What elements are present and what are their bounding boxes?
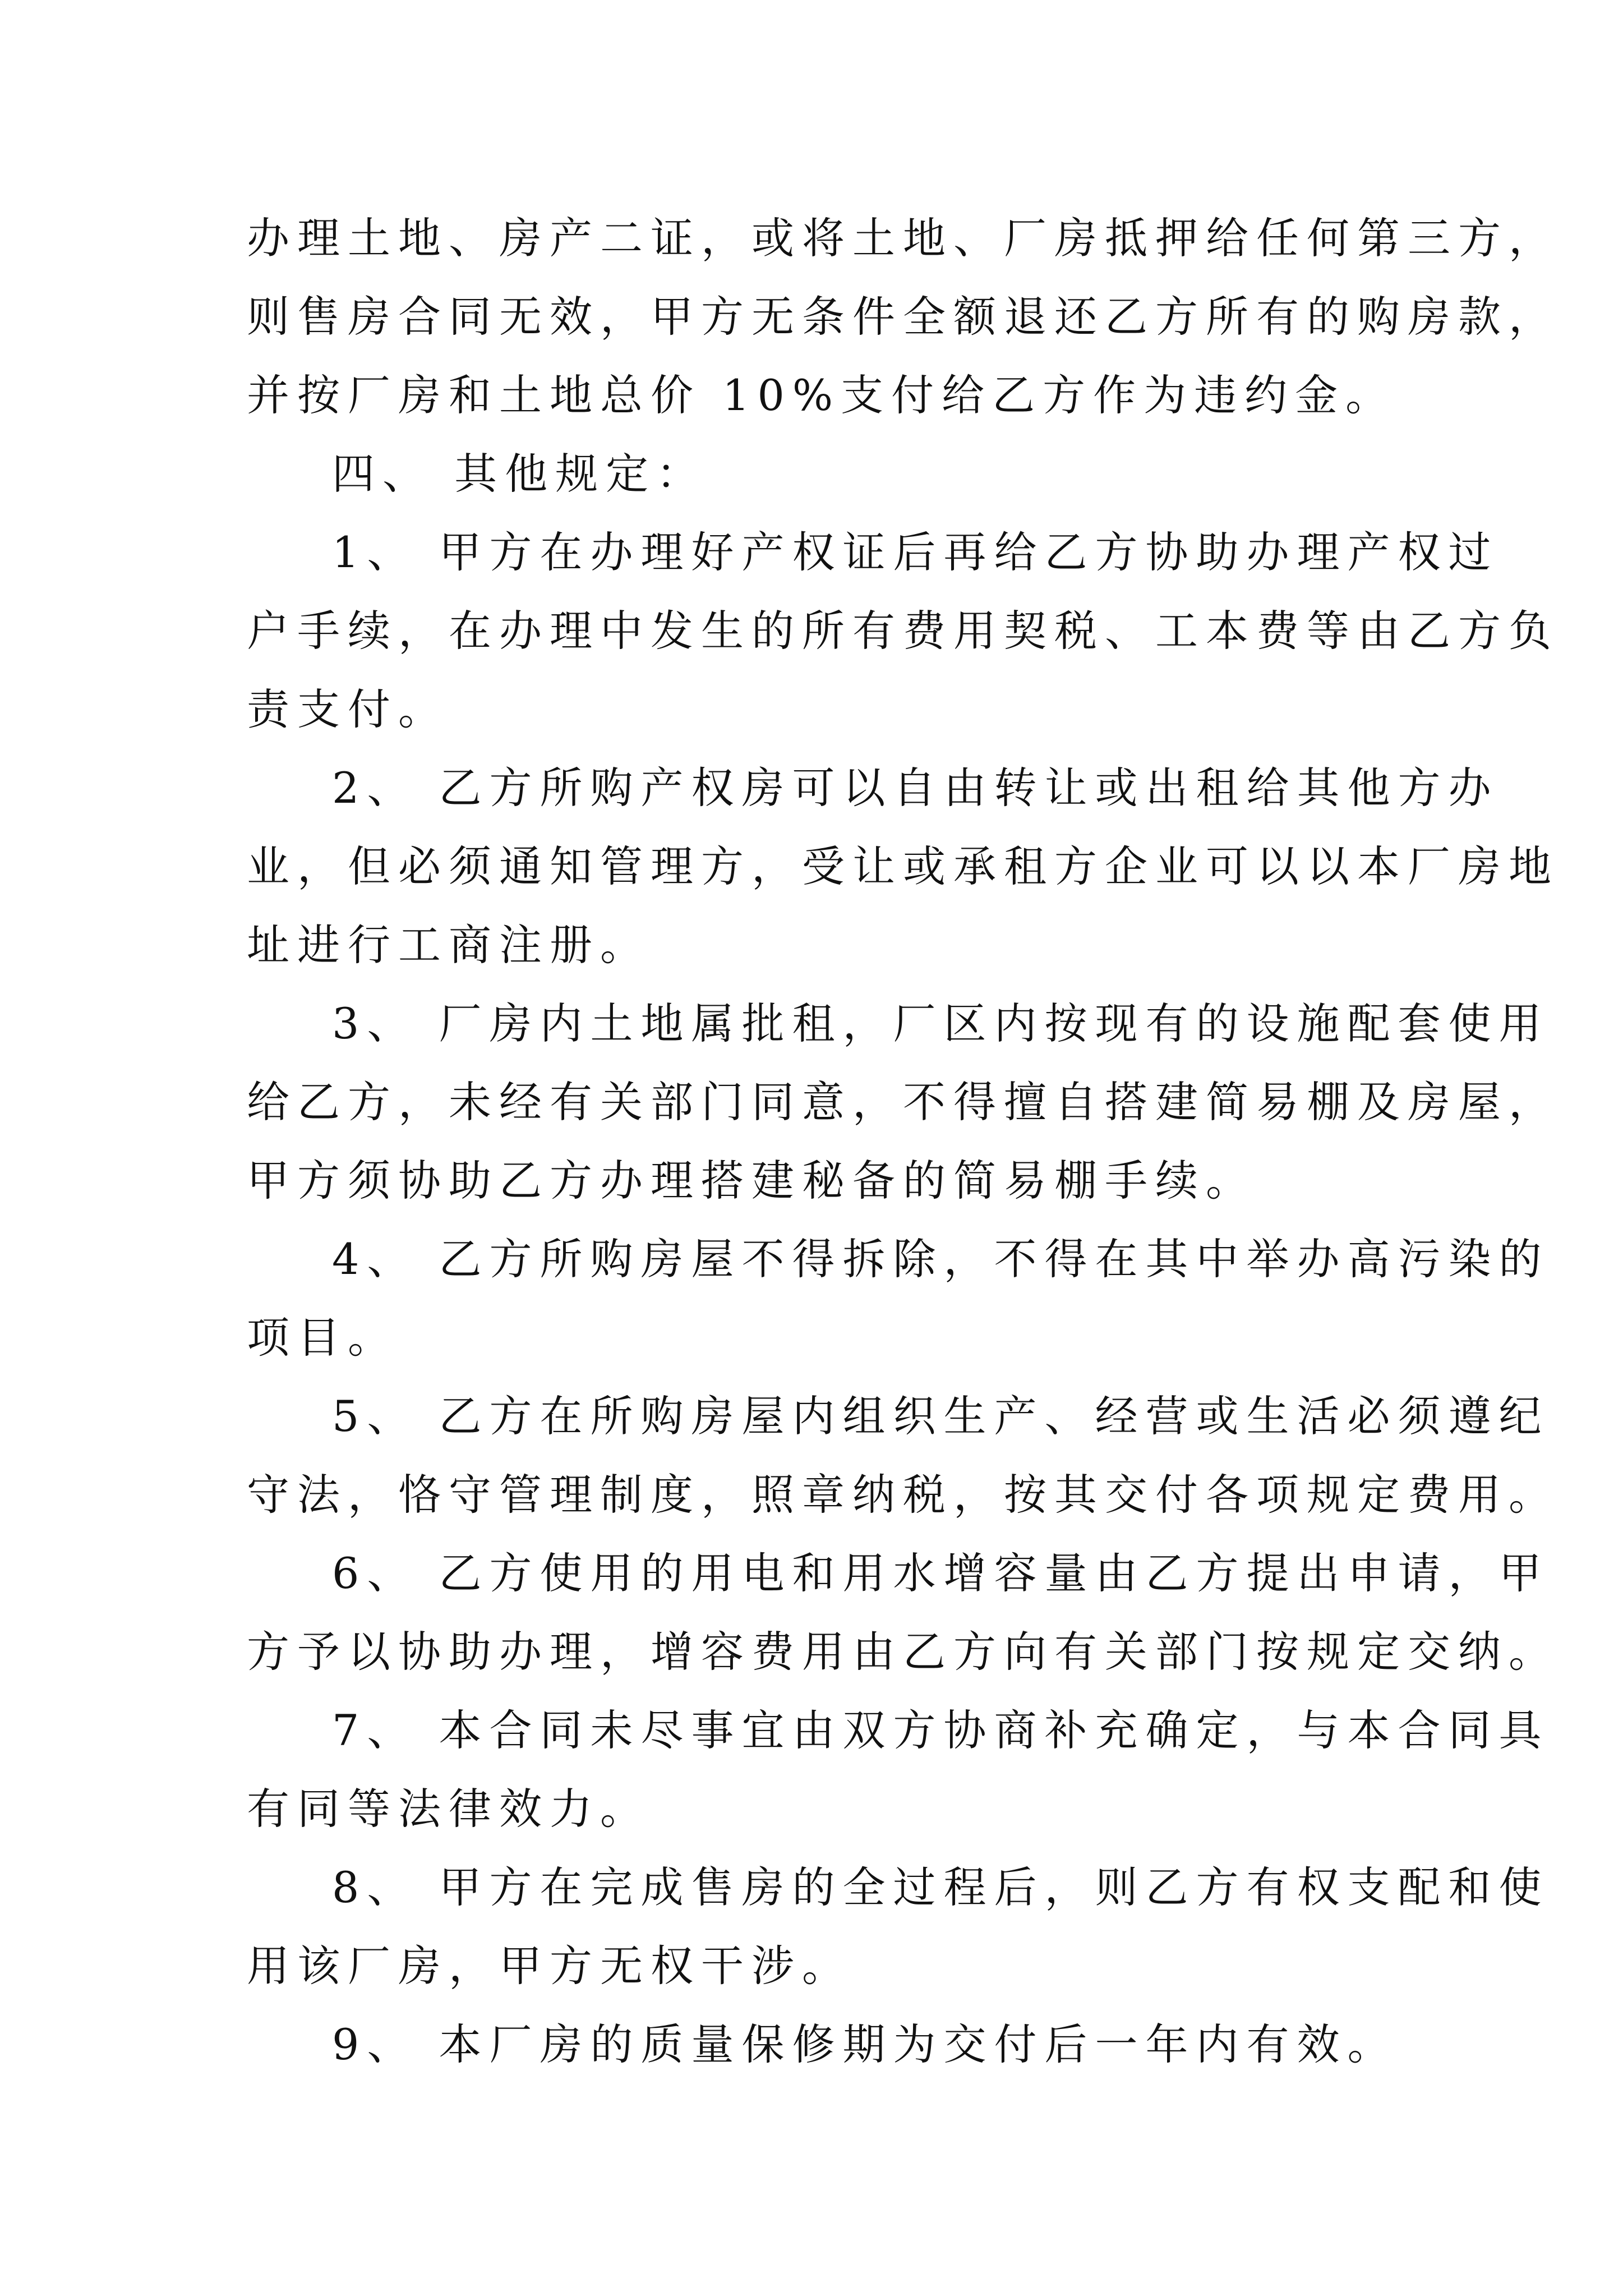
- text-line: 7、 本合同未尽事宜由双方协商补充确定，与本合同具: [332, 1705, 1550, 1755]
- text-line: 址进行工商注册。: [247, 920, 651, 970]
- text-line: 有同等法律效力。: [247, 1784, 651, 1834]
- clause-3: [247, 984, 1559, 1220]
- paragraph-penalty-clause: [247, 199, 1559, 435]
- clause-4: [247, 1220, 1550, 1377]
- text-line: 业，但必须通知管理方，受让或承租方企业可以以本厂房地: [247, 841, 1559, 891]
- text-line: 甲方须协助乙方办理搭建秘备的简易棚手续。: [247, 1156, 1256, 1205]
- clause-7: [247, 1691, 1550, 1848]
- text-line: 2、 乙方所购产权房可以自由转让或出租给其他方办: [332, 763, 1499, 813]
- text-line: 项目。: [247, 1313, 398, 1363]
- clause-6: [247, 1534, 1559, 1691]
- clause-1: [247, 513, 1559, 749]
- text-line: 责支付。: [247, 684, 449, 734]
- text-line: 4、 乙方所购房屋不得拆除，不得在其中举办高污染的: [332, 1234, 1550, 1284]
- clause-5: [247, 1377, 1559, 1534]
- text-line: 用该厂房，甲方无权干涉。: [247, 1941, 852, 1991]
- text-line: 8、 甲方在完成售房的全过程后，则乙方有权支配和使: [332, 1862, 1550, 1912]
- text-line: 3、 厂房内土地属批租，厂区内按现有的设施配套使用: [332, 999, 1550, 1048]
- text-line: 6、 乙方使用的用电和用水增容量由乙方提出申请，甲: [332, 1548, 1550, 1598]
- text-line: 并按厂房和土地总价 10%支付给乙方作为违约金。: [247, 370, 1396, 420]
- section-heading-other-provisions: [247, 435, 1413, 513]
- clause-9: [247, 2005, 1413, 2084]
- text-line: 户手续，在办理中发生的所有费用契税、工本费等由乙方负: [247, 606, 1559, 656]
- text-line: 5、 乙方在所购房屋内组织生产、经营或生活必须遵纪: [332, 1391, 1550, 1441]
- clause-2: [247, 749, 1559, 984]
- text-line: 方予以协助办理，增容费用由乙方向有关部门按规定交纳。: [247, 1627, 1559, 1677]
- text-line: 9、 本厂房的质量保修期为交付后一年内有效。: [332, 2019, 1398, 2069]
- text-line: 办理土地、房产二证，或将土地、厂房抵押给任何第三方，: [247, 213, 1559, 263]
- section-heading: 四、 其他规定：: [332, 449, 707, 499]
- document-body: [247, 199, 1559, 2084]
- text-line: 则售房合同无效，甲方无条件全额退还乙方所有的购房款，: [247, 292, 1559, 342]
- clause-8: [247, 1848, 1550, 2005]
- text-line: 给乙方，未经有关部门同意，不得擅自搭建简易棚及房屋，: [247, 1077, 1559, 1127]
- text-line: 1、 甲方在办理好产权证后再给乙方协助办理产权过: [332, 527, 1499, 577]
- text-line: 守法，恪守管理制度，照章纳税，按其交付各项规定费用。: [247, 1470, 1559, 1520]
